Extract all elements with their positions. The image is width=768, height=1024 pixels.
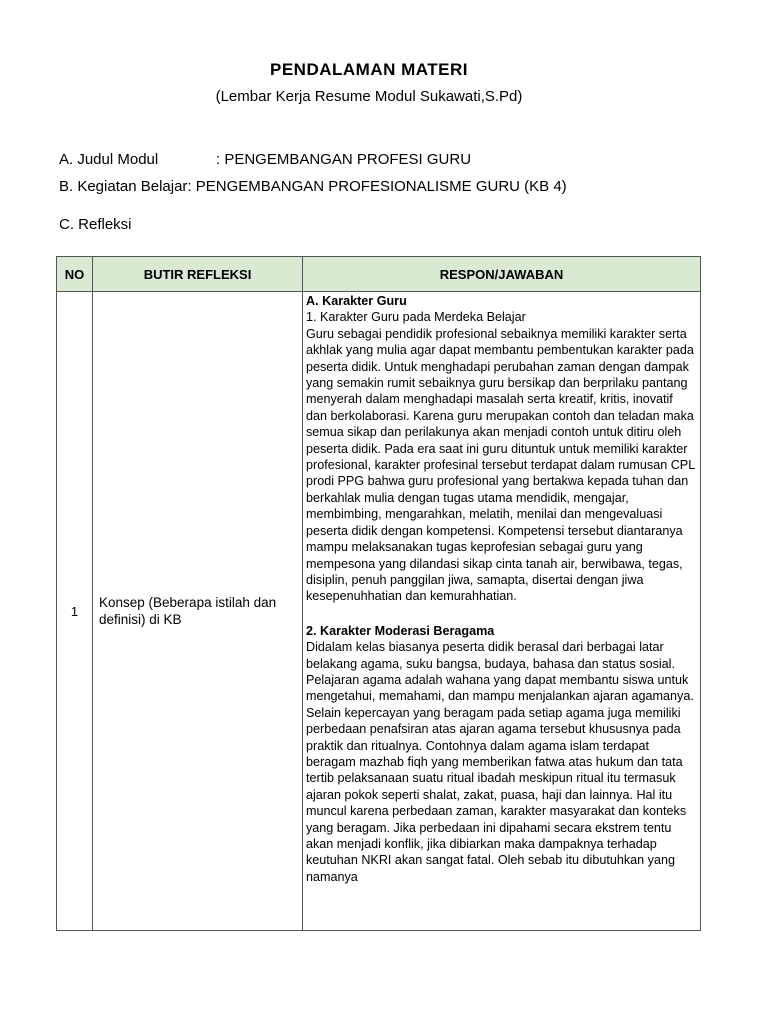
module-title-value: : PENGEMBANGAN PROFESI GURU: [216, 151, 472, 168]
reflection-label: C. Refleksi: [59, 216, 132, 233]
reflection-table: [56, 256, 701, 931]
paragraph-spacer: [306, 605, 697, 623]
learning-activity-value: : PENGEMBANGAN PROFESIONALISME GURU (KB 4): [187, 178, 567, 195]
document-subtitle: (Lembar Kerja Resume Modul Sukawati,S.Pd): [215, 88, 523, 105]
reflection-item: Konsep (Beberapa istilah dan definisi) di KB: [93, 292, 303, 931]
table-row: [57, 292, 701, 931]
learning-activity-row: [59, 178, 567, 195]
header-no: NO: [57, 257, 93, 292]
document-title: PENDALAMAN MATERI: [269, 60, 468, 79]
section-a-heading: A. Karakter Guru: [306, 294, 407, 308]
item2-heading: 2. Karakter Moderasi Beragama: [306, 623, 495, 638]
row-number: 1: [57, 292, 93, 931]
item1-heading: 1. Karakter Guru pada Merdeka Belajar: [306, 310, 526, 325]
table-header-row: [57, 257, 701, 292]
item2-text: Didalam kelas biasanya peserta didik berasal dari berbagai latar belakang agama, suku bangsa, budaya, bahasa dan status sosial. Pelajaran agama adalah wahana yang dapat membantu siswa untuk mengetahui, memahami, dan mampu menjalankan ajaran agamanya. Selain kepercayan yang beragam pada setiap agama juga memiliki perbedaan penafsiran atas ajaran agama tersebut khususnya pada praktik dan ritualnya. Contohnya dalam agama islam terdapat beragam mazhab fiqh yang memberikan fatwa atas hukum dan tata tertib pelaksanaan suatu ritual ibadah meskipun ritual itu termasuk ajaran pokok seperti shalat, zakat, puasa, haji dan lainnya. Hal itu muncul karena perbedaan zaman, karakter masyarakat dan konteks yang beragam. Jika perbedaan ini dipahami secara ekstrem tentu akan menjadi konflik, jika dibiarkan maka dampaknya terhadap keutuhan NKRI akan sangat fatal. Oleh sebab itu dibutuhkan yang namanya: [306, 640, 694, 884]
module-title-row: [59, 151, 471, 168]
learning-activity-label: B. Kegiatan Belajar: [59, 178, 188, 195]
module-title-label: A. Judul Modul: [59, 151, 159, 168]
header-respon-jawaban: RESPON/JAWABAN: [303, 257, 701, 292]
header-butir-refleksi: BUTIR REFLEKSI: [93, 257, 303, 292]
item1-text: Guru sebagai pendidik profesional sebaiknya memiliki karakter serta akhlak yang mulia agar dapat membantu pembentukan karakter pada peserta didik. Untuk menghadapi perubahan zaman dengan dampak yang semakin rumit sebaiknya guru bersikap dan berprilaku pantang menyerah dalam menghadapi masalah serta kreatif, kritis, inovatif dan berkolaborasi. Karena guru merupakan contoh dan teladan maka semua sikap dan perilakunya akan menjadi contoh untuk ditiru oleh peserta didik. Pada era saat ini guru dituntuk untuk memiliki karakter profesional, karakter profesinal tersebut terdapat dalam rumusan CPL prodi PPG bahwa guru profesional yang bertakwa kepada tuhan dan berkahlak mulia dengan tugas utama mendidik, mengajar, membimbing, mengarahkan, melatih, menilai dan mengevaluasi peserta didik dengan kompetensi. Kompetensi tersebut diantaranya mampu melaksanakan tugas keprofesian sebagai guru yang mempesona yang dilandasi sikap cinta tanah air, berwibawa, tegas, disiplin, penuh panggilan jiwa, samapta, disertai dengan jiwa kesepenuhhatian dan kemurahhatian.: [306, 326, 695, 604]
response-cell: [303, 292, 701, 931]
